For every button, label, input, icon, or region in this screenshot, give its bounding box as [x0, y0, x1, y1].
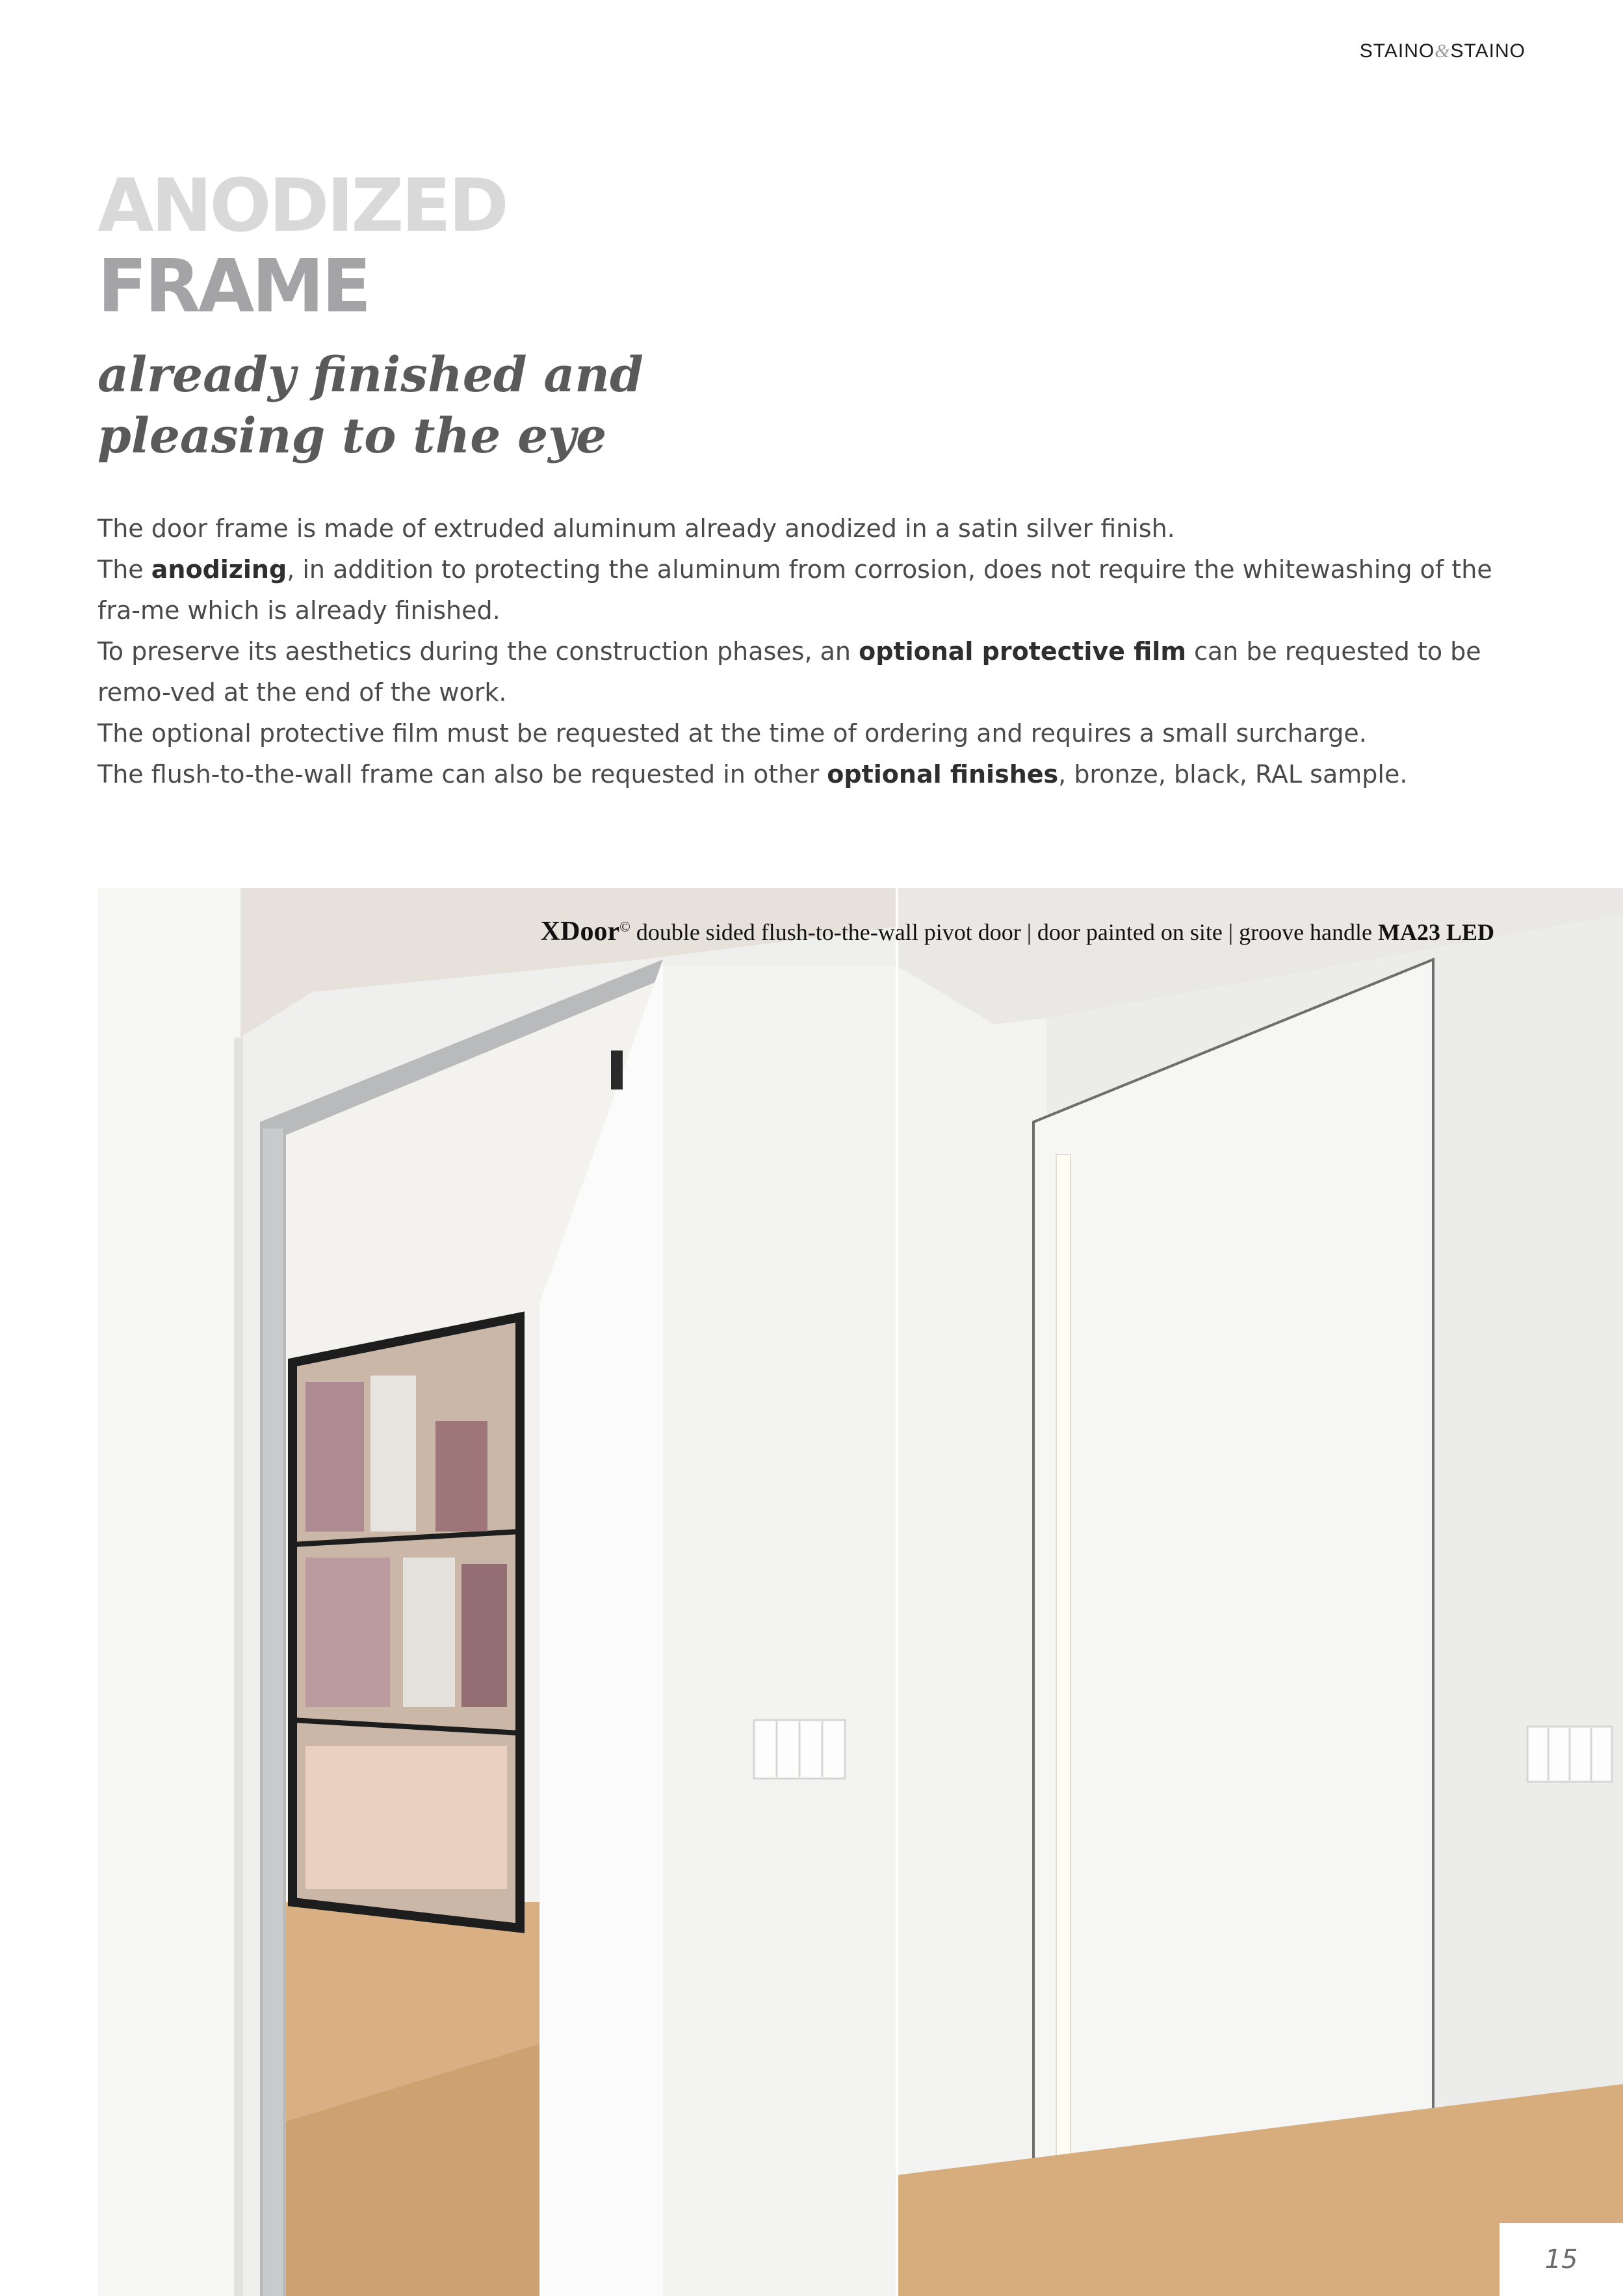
- bold-protective-film: optional protective film: [859, 637, 1186, 666]
- page-subtitle: [97, 345, 643, 467]
- bold-optional-finishes: optional finishes: [827, 760, 1059, 789]
- clothes-4: [461, 1564, 507, 1707]
- clothes-1: [305, 1382, 364, 1532]
- body-text: [97, 508, 1527, 795]
- paragraph-3: To preserve its aesthetics during the construction phases, an optional protective film can be requested to be remo-ved at the end of the work.: [97, 637, 1481, 707]
- bold-anodizing: anodizing: [151, 555, 287, 584]
- led-handle-left: [611, 1050, 623, 1089]
- right-side-wall: [897, 888, 1046, 2296]
- product-photo: [97, 888, 1623, 2296]
- caption-product: XDoor: [540, 917, 620, 946]
- left-wall-edge: [234, 1037, 243, 2296]
- shelf-2: [403, 1558, 455, 1707]
- page-title: [97, 166, 506, 327]
- brand-left: STAINO: [1359, 40, 1435, 62]
- title-line-2: FRAME: [97, 244, 369, 329]
- flush-door: [1033, 959, 1433, 2296]
- clothes-3: [305, 1558, 390, 1707]
- subtitle-line-2: pleasing to the eye: [97, 408, 607, 464]
- frame-jamb: [263, 1128, 283, 2296]
- paragraph-5: The flush-to-the-wall frame can also be requested in other optional finishes, bronze, black, RAL sample.: [97, 760, 1408, 789]
- brand-logo: [1360, 40, 1526, 62]
- title-line-1: ANODIZED: [97, 164, 506, 248]
- caption-text: double sided flush-to-the-wall pivot door | door painted on site | groove handle: [630, 919, 1378, 945]
- shelf-1: [370, 1376, 416, 1532]
- floor-reflection: [305, 1746, 507, 1889]
- page-number: 15: [1500, 2223, 1623, 2296]
- brand-ampersand: &: [1435, 40, 1451, 62]
- brand-right: STAINO: [1450, 40, 1526, 62]
- photo-caption: [541, 916, 1494, 947]
- paragraph-1: The door frame is made of extruded aluminum already anodized in a satin silver finish.: [97, 514, 1175, 543]
- paragraph-2: The anodizing, in addition to protecting the aluminum from corrosion, does not require the whitewashing of the fra-me which is already finished.: [97, 555, 1492, 625]
- paragraph-4: The optional protective film must be requested at the time of ordering and requires a small surcharge.: [97, 719, 1367, 748]
- clothes-2: [435, 1421, 487, 1532]
- left-side-wall: [97, 888, 240, 2296]
- led-groove-handle: [1056, 1155, 1071, 2201]
- subtitle-line-1: already finished and: [97, 347, 643, 403]
- caption-copyright-mark: ©: [619, 919, 630, 935]
- caption-model: MA23 LED: [1378, 919, 1494, 945]
- left-panel-wall: [663, 966, 897, 2296]
- door-photo-illustration: [97, 888, 1623, 2296]
